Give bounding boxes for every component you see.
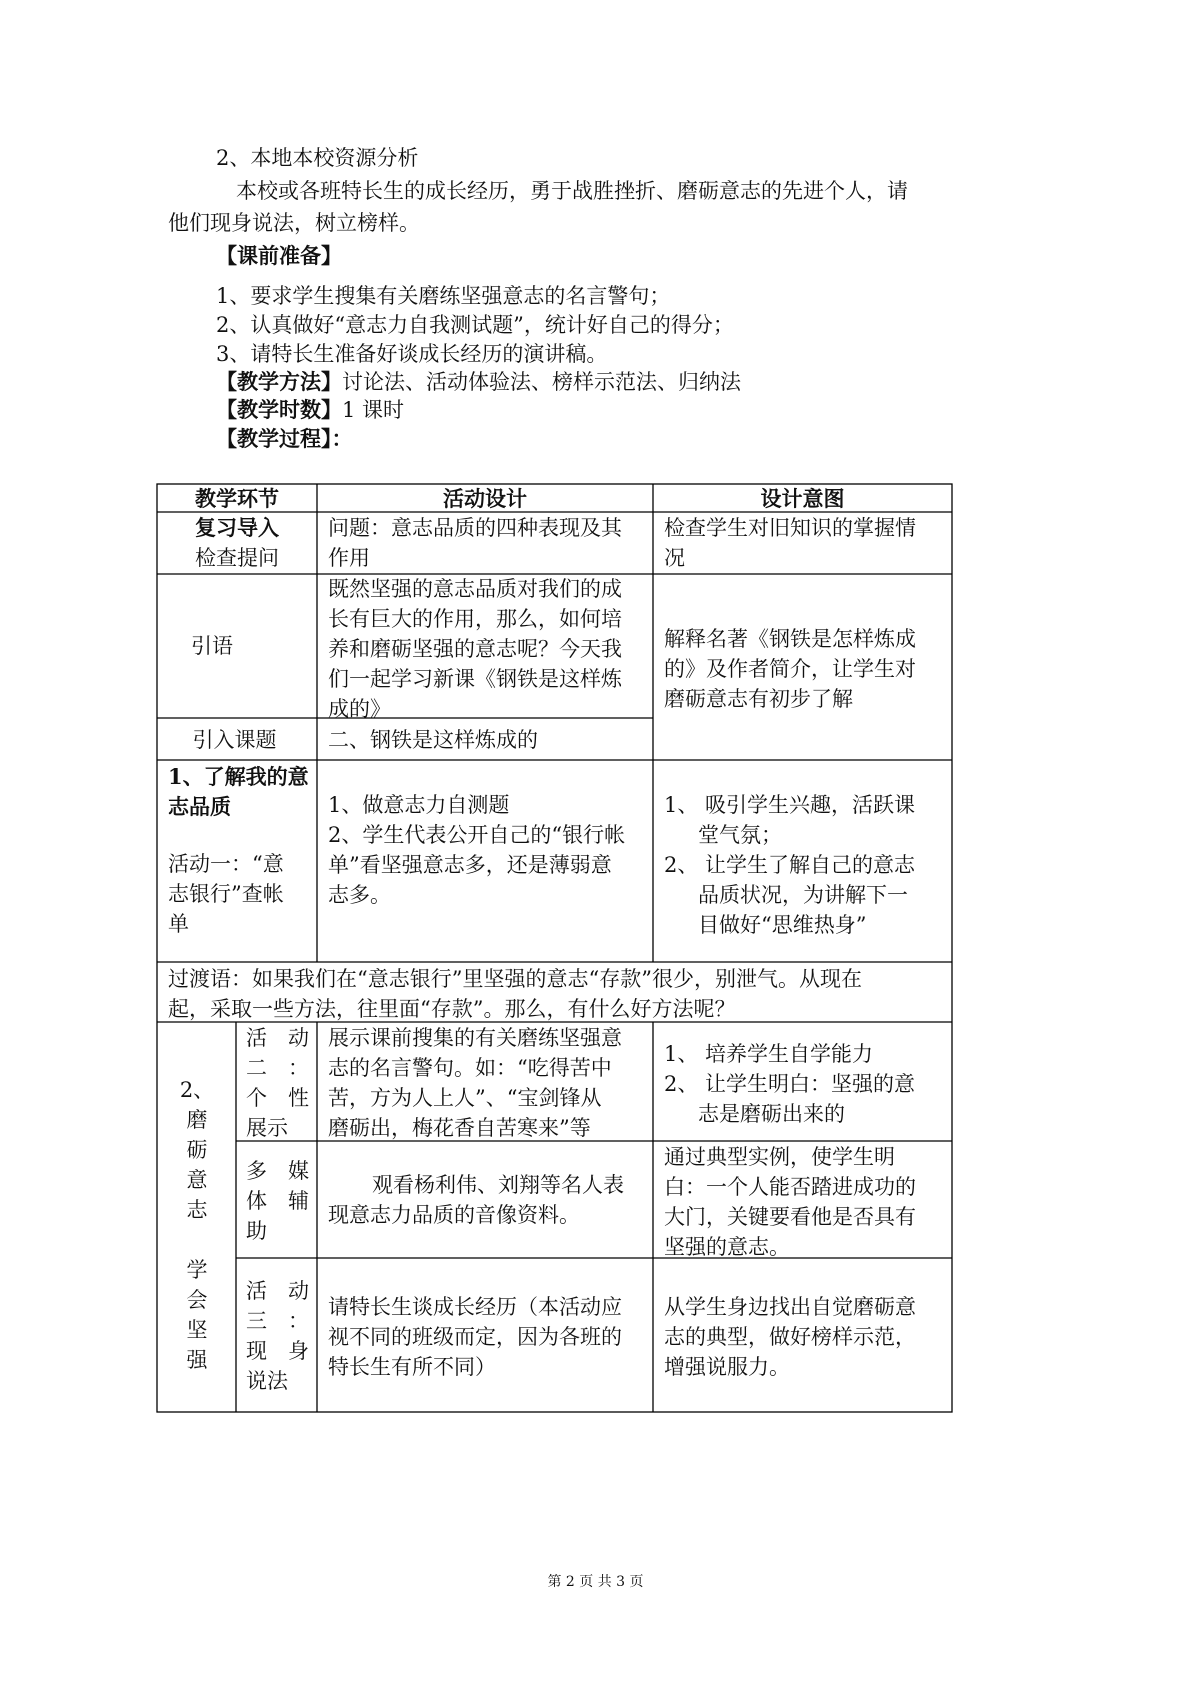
row3-stage: 引入课题 xyxy=(192,728,277,752)
row4-activity: 1、做意志力自测题 2、学生代表公开自己的“银行帐 单”看坚强意志多，还是薄弱意 志多。 xyxy=(328,793,626,907)
group-stage: 2、 磨 砺 意 志 学 会 坚 强 xyxy=(179,1078,215,1372)
method-value: 讨论法、活动体验法、榜样示范法、归纳法 xyxy=(342,370,741,394)
hours-line xyxy=(216,395,404,425)
hours-value: 1 课时 xyxy=(342,398,405,422)
row2-intent: 解释名著《钢铁是怎样炼成 的》及作者简介，让学生对 磨砺意志有初步了解 xyxy=(664,627,916,711)
sub3-intent: 从学生身边找出自觉磨砺意 志的典型，做好榜样示范， 增强说服力。 xyxy=(664,1295,916,1379)
sub2-name: 多 媒 体 辅 助 xyxy=(246,1159,309,1243)
row2-activity: 既然坚强的意志品质对我们的成 长有巨大的作用，那么，如何培 养和磨砺坚强的意志呢？今天我 们一起学习新课《钢铁是这样炼 成的》 xyxy=(328,577,622,721)
prep-item: 1、要求学生搜集有关磨练坚强意志的名言警句； xyxy=(216,284,671,308)
page-footer: 第 2 页 共 3 页 xyxy=(547,1574,644,1590)
sub1-name: 活 动 二 ： 个 性 展示 xyxy=(246,1026,309,1140)
transition-text: 过渡语：如果我们在“意志银行”里坚强的意志“存款”很少，别泄气。从现在 起，采取一些方法，往里面“存款”。那么，有什么好方法呢？ xyxy=(168,967,862,1021)
prep-heading: 【课前准备】 xyxy=(216,243,342,268)
resource-text-line2: 他们现身说法，树立榜样。 xyxy=(168,211,420,235)
row3-activity: 二、钢铁是这样炼成的 xyxy=(328,728,538,752)
sub2-intent: 通过典型实例，使学生明 白：一个人能否踏进成功的 大门，关键要看他是否具有 坚强的意志。 xyxy=(664,1145,916,1259)
row4-stage: 1、了解我的意 志品质 活动一：“意 志银行”查帐 单 xyxy=(168,764,309,936)
sub1-intent: 1、 培养学生自学能力 2、 让学生明白：坚强的意 志是磨砺出来的 xyxy=(664,1042,916,1126)
sub2-activity: 观看杨利伟、刘翔等名人表 现意志力品质的音像资料。 xyxy=(328,1173,624,1227)
method-label: 【教学方法】 xyxy=(216,369,342,394)
row1-stage: 复习导入 检查提问 xyxy=(195,515,279,570)
process-label: 【教学过程】： xyxy=(216,426,353,451)
table-header-stage: 教学环节 xyxy=(195,486,279,511)
table-header-intent: 设计意图 xyxy=(760,486,845,511)
row1-intent: 检查学生对旧知识的掌握情 况 xyxy=(664,516,916,570)
section-heading: 2、本地本校资源分析 xyxy=(216,146,419,170)
prep-item: 3、请特长生准备好谈成长经历的演讲稿。 xyxy=(216,342,608,366)
hours-label: 【教学时数】 xyxy=(216,397,342,422)
method-line xyxy=(216,367,741,397)
sub3-name: 活 动 三 ： 现 身 说法 xyxy=(246,1279,309,1393)
row4-intent: 1、 吸引学生兴趣，活跃课 堂气氛； 2、 让学生了解自己的意志 品质状况，为讲解下一 目做好“思维热身” xyxy=(664,793,916,937)
sub1-activity: 展示课前搜集的有关磨练坚强意 志的名言警句。如：“吃得苦中 苦，方为人上人”、“宝剑锋从 磨砺出，梅花香自苦寒来”等 xyxy=(328,1026,622,1140)
prep-item: 2、认真做好“意志力自我测试题”，统计好自己的得分； xyxy=(216,313,734,337)
row2-stage: 引语 xyxy=(191,634,233,658)
row1-activity: 问题：意志品质的四种表现及其 作用 xyxy=(328,516,622,570)
table-header-activity: 活动设计 xyxy=(443,486,527,511)
resource-text-line1: 本校或各班特长生的成长经历，勇于战胜挫折、磨砺意志的先进个人，请 xyxy=(236,179,908,203)
sub3-activity: 请特长生谈成长经历（本活动应 视不同的班级而定，因为各班的 特长生有所不同） xyxy=(328,1295,622,1379)
